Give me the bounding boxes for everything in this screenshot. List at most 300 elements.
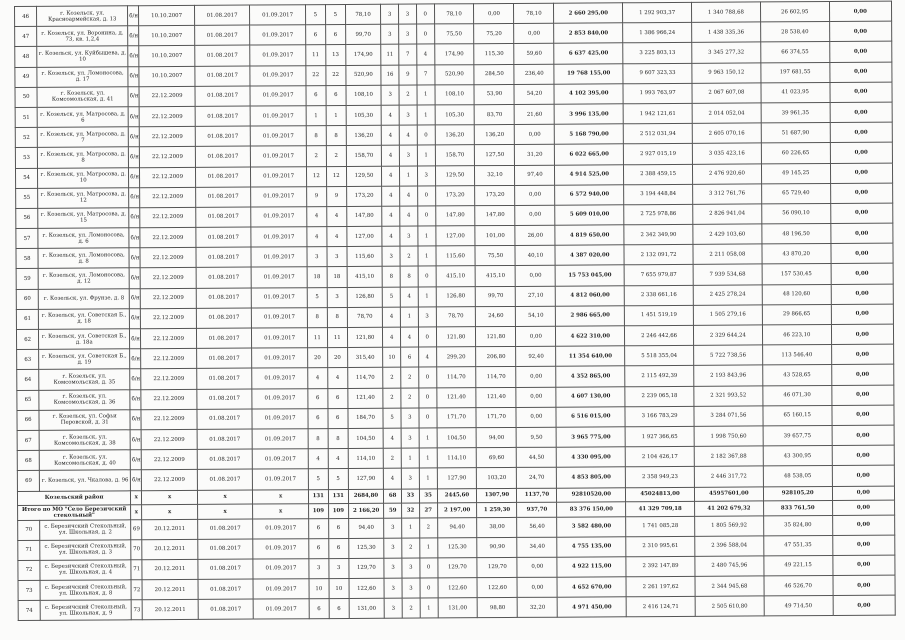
table-cell: 136,20 [475,125,515,145]
table-cell: 2 [401,388,419,408]
table-cell: 833 761,50 [763,501,832,516]
table-cell: 60 226,65 [761,143,830,164]
table-cell: 131 [328,489,348,504]
table-cell: 1 [399,166,417,186]
table-cell: 0,00 [829,42,892,63]
table-cell: 01.09.2017 [251,227,307,248]
table-cell: 114,70 [436,367,476,387]
table-cell: 40,10 [515,245,555,265]
table-cell: 20.12.2011 [142,600,198,621]
table-cell: 22.12.2009 [139,106,195,127]
table-cell: 01.09.2017 [250,65,306,86]
table-cell: 121,40 [476,387,516,407]
table-cell: 2 [306,146,326,166]
table-cell: 01.09.2017 [251,247,307,268]
table-cell: 129,70 [349,558,385,578]
table-cell: 66 374,55 [761,42,830,63]
table-cell: 122,60 [438,578,478,598]
table-cell: 78,10 [514,3,554,23]
table-cell: 1 [420,598,438,618]
table-cell: 01.08.2017 [195,146,251,167]
table-cell: г. Козельск, ул. Комсомольская, д. 40 [39,450,130,471]
table-cell: 6 [325,25,345,45]
table-cell: 4 [382,166,400,186]
table-cell: 01.08.2017 [197,469,253,490]
table-cell: 59 [16,269,38,289]
table-cell: 46 [15,6,37,26]
table-cell: 22.12.2009 [141,389,197,410]
table-cell: 0,00 [830,183,893,204]
table-cell: 2 [401,367,419,387]
table-cell: 1 [418,287,436,307]
table-cell: 113 546,40 [762,345,831,366]
table-cell: 129,50 [346,166,382,186]
table-cell: 2 310 995,61 [626,536,695,557]
table-cell: 49 714,50 [764,596,833,617]
table-cell: 01.09.2017 [250,45,306,66]
table-cell: 01.08.2017 [197,368,253,389]
table-cell: 184,70 [348,408,384,428]
table-cell: 2 358 949,23 [625,467,694,488]
table-cell: x [131,505,142,520]
table-cell: 45024813,00 [626,487,695,502]
table-cell: 01.08.2017 [196,247,252,268]
table-cell: 3 [402,558,420,578]
table-cell: 0 [418,327,436,347]
table-cell: 0 [420,578,438,598]
table-cell: 1 741 085,28 [626,516,695,537]
table-cell: 2 660 295,00 [554,3,623,24]
table-cell: 78,70 [436,306,476,326]
table-cell: 1 942 121,61 [623,103,692,124]
table-cell: 71 [18,540,40,560]
table-cell: 32,10 [475,165,515,185]
table-cell: 0,00 [830,122,893,143]
table-cell: 299,20 [436,347,476,367]
table-cell: 4 652 670,00 [557,577,626,598]
table-cell: 73 [131,600,142,620]
table-cell: 70 [18,520,40,540]
table-cell: 0,00 [515,124,555,144]
table-cell: 4 [383,307,401,327]
table-cell: 5 518 355,04 [625,346,694,367]
table-cell: 9 963 150,12 [692,63,761,84]
table-cell: 01.09.2017 [253,579,309,600]
table-cell: 10.10.2007 [139,26,195,47]
table-cell: б/н [128,127,139,147]
table-cell: 65 160,15 [763,405,832,426]
table-cell: 5 [328,469,348,489]
table-cell: 27,10 [516,286,556,306]
table-cell: 174,90 [434,44,474,64]
table-cell: г. Козельск, ул. Матросова, д. 7 [37,127,128,148]
table-cell: 16 [381,65,399,85]
table-cell: 6 [326,85,346,105]
table-cell: 01.08.2017 [197,409,253,430]
table-body [15,1,896,621]
table-cell: б/н [130,389,141,409]
table-cell: 0,00 [831,385,894,406]
table-cell: 3 [399,24,417,44]
table-cell: 12 [306,166,326,186]
table-cell: 72 [18,560,40,580]
table-cell: 4 [382,145,400,165]
table-cell: 129,70 [477,557,517,577]
table-cell: 2 329 644,24 [693,325,762,346]
table-cell: 157 530,45 [762,264,831,285]
table-cell: 47 551,35 [764,535,833,556]
table-cell: 0,00 [833,575,896,596]
table-cell: 0,00 [517,557,557,577]
table-cell: 52 [15,127,37,147]
table-cell: с. Березичский Стекольный, ул. Школьная, д. 2 [40,519,131,540]
table-cell: 26,00 [515,225,555,245]
table-cell: 2 321 993,52 [694,385,763,406]
table-cell: 01.09.2017 [252,328,308,349]
table-cell: 6 [328,388,348,408]
table-cell: 22.12.2009 [141,349,197,370]
table-cell: 4 853 805,00 [557,467,626,488]
table-cell: 4 [400,186,418,206]
table-cell: 55 [16,188,38,208]
table-cell: 78,10 [434,4,474,24]
table-cell: 38,00 [477,517,517,537]
table-cell: 2 725 978,86 [624,204,693,225]
table-cell: 4 [307,206,327,226]
table-row [18,595,895,621]
table-cell: 2 182 367,88 [694,446,763,467]
table-cell: 94,40 [348,518,384,538]
table-cell: 1 340 788,68 [691,2,760,23]
table-cell: 71 [131,560,142,580]
table-cell: x [142,504,198,519]
table-cell: 18 [307,267,327,287]
table-cell: 2 605 070,16 [692,123,761,144]
table-cell: 48 538,05 [763,466,832,487]
table-cell: 3 996 135,00 [554,104,623,125]
table-cell: б/н [128,66,139,86]
table-cell: 01.08.2017 [198,559,254,580]
table-cell: 6 [309,538,329,558]
table-cell: 69,60 [477,448,517,468]
table-cell: 121,40 [348,388,384,408]
table-cell: 4 387 020,00 [555,245,624,266]
table-cell: 11 [306,45,326,65]
table-cell: 3 [384,598,402,618]
table-cell: 01.08.2017 [195,187,251,208]
table-cell: 147,80 [475,205,515,225]
table-cell: 01.09.2017 [253,559,309,580]
table-cell: 01.09.2017 [251,207,307,228]
table-cell: б/н [129,167,140,187]
table-cell: 51 [15,107,37,127]
table-cell: 2 [399,85,417,105]
table-cell: 4 [416,44,434,64]
table-cell: 114,10 [437,448,477,468]
table-cell: 131,00 [349,598,385,618]
table-cell: 1 259,30 [477,502,517,517]
table-cell: г. Козельск, ул. Матросова, д. 8 [38,147,129,168]
table-cell: 3 284 071,56 [694,406,763,427]
table-cell: 68 [17,450,39,470]
table-cell: 5 609 010,00 [555,205,624,226]
table-cell: 1 [306,106,326,126]
table-cell: 136,20 [346,125,382,145]
table-cell: 0 [416,24,434,44]
table-cell: 2 416 124,71 [626,597,695,618]
table-cell: 2445,60 [437,488,477,503]
table-cell: 01.08.2017 [197,449,253,470]
table-cell: 1 [419,448,437,468]
table-cell: 6 [328,518,348,538]
table-cell: 104,50 [437,428,477,448]
table-cell: 0 [417,125,435,145]
table-cell: 22.12.2009 [139,86,195,107]
table-cell: 3 965 775,00 [556,427,625,448]
table-cell: 5 722 738,56 [694,345,763,366]
table-cell: 122,60 [349,578,385,598]
table-cell: 31,20 [515,145,555,165]
table-cell: с. Березичский Стекольный, ул. Школьная, д. 9 [40,600,131,621]
table-cell: 2 396 588,04 [695,536,764,557]
table-cell: 0,00 [830,82,893,103]
table-cell: 109 [328,503,348,518]
table-cell: 0,00 [831,344,894,365]
table-cell: 0,00 [830,142,893,163]
table-cell: 171,70 [436,407,476,427]
table-cell: 70 [131,539,142,559]
table-cell: б/н [130,409,141,429]
table-cell: 1 [417,85,435,105]
table-cell: 18 [327,267,347,287]
table-cell: 22.12.2009 [140,167,196,188]
table-cell: г. Козельск, ул. Ломоносова, д. 6 [38,228,129,249]
table-cell: 2 446 317,72 [694,466,763,487]
table-cell: 1 451 519,19 [625,305,694,326]
table-cell: 61 [16,309,38,329]
table-cell: 1 505 279,16 [693,305,762,326]
table-cell: 0,00 [832,445,895,466]
table-cell: 56,40 [517,517,557,537]
table-cell: 74 [18,601,40,621]
table-cell: 2 211 058,08 [693,244,762,265]
table-cell: 3 [381,24,399,44]
table-cell: 0 [419,408,437,428]
table-cell: 8 [306,126,326,146]
table-cell: 3 [399,105,417,125]
table-cell: 4 [399,125,417,145]
table-cell: 59 [384,503,402,518]
table-cell: 2 826 941,04 [693,204,762,225]
table-cell: 6 [308,518,328,538]
table-cell: 0 [420,558,438,578]
table-cell: 26 602,95 [760,2,829,23]
table-cell: 41 329 709,18 [626,501,695,516]
table-cell: 01.08.2017 [194,25,250,46]
table-cell: 54 [15,168,37,188]
table-cell: 8 [328,428,348,448]
table-cell: 2 067 607,08 [692,83,761,104]
table-cell: 22.12.2009 [141,369,197,390]
table-cell: 5 [305,5,325,25]
table-cell: 49 145,25 [761,163,830,184]
table-cell: 2 853 840,00 [554,23,623,44]
table-cell: г. Козельск, ул. Воронина, д. 73, кв. 1,2,4 [37,26,128,47]
table-cell: 0,00 [831,264,894,285]
table-cell: 115,60 [347,247,383,267]
table-cell: 197 681,55 [761,62,830,83]
table-cell: г. Козельск, ул. Куйбышева, д. 10 [37,46,128,67]
table-cell: 10 [383,347,401,367]
table-cell: 3 [381,85,399,105]
table-cell: 11 [381,45,399,65]
table-cell: 0 [417,186,435,206]
table-cell: 2 338 661,16 [624,285,693,306]
table-cell: 122,60 [477,577,517,597]
table-cell: 104,50 [348,428,384,448]
table-cell: 90,90 [477,537,517,557]
table-cell: 4 [308,368,328,388]
table-cell: 4 [418,347,436,367]
table-cell: 0 [416,4,434,24]
table-cell: 1 [420,538,438,558]
table-cell: 01.08.2017 [196,348,252,369]
table-cell: 72 [131,580,142,600]
table-cell: 4 971 450,00 [557,597,626,618]
table-cell: 3 [417,165,435,185]
table-cell: 127,90 [348,469,384,489]
table-cell: 1 438 335,36 [692,22,761,43]
table-cell: 22.12.2009 [141,328,197,349]
table-cell: 284,50 [474,64,514,84]
table-cell: 1 [400,307,418,327]
table-cell: 129,50 [435,165,475,185]
table-cell: 2 986 665,00 [556,306,625,327]
table-cell: 33 [401,489,419,504]
table-cell: 126,80 [347,287,383,307]
table-cell: 3 [329,558,349,578]
table-cell: б/н [129,268,140,288]
table-cell: г. Козельск, ул. Советская Б., д. 18 [39,309,130,330]
table-cell: 65 729,40 [761,183,830,204]
table-cell: 0 [419,387,437,407]
table-cell: г. Козельск, ул. Матросова, д. 6 [37,107,128,128]
table-cell: 47 [15,27,37,47]
table-cell: 01.09.2017 [252,368,308,389]
table-cell: 28 538,40 [760,22,829,43]
table-cell: 173,20 [435,185,475,205]
table-cell: б/н [128,86,139,106]
table-cell: 54,20 [514,84,554,104]
table-cell: 11 354 640,00 [556,346,625,367]
table-cell: 22.12.2009 [142,450,198,471]
table-cell: 6 637 425,00 [554,43,623,64]
table-cell: 1 [419,468,437,488]
table-cell: 315,40 [347,347,383,367]
table-cell: 01.09.2017 [251,126,307,147]
table-cell: 0,00 [830,163,893,184]
table-cell: 127,00 [347,226,383,246]
table-cell: 0,00 [516,407,556,427]
table-cell: б/н [130,450,141,470]
table-cell: 7 [417,64,435,84]
table-cell: 103,20 [477,468,517,488]
table-cell: 0,00 [832,405,895,426]
table-cell: 0,00 [831,365,894,386]
table-cell: 115,60 [435,246,475,266]
table-cell: 01.09.2017 [251,267,307,288]
table-cell: г. Козельск, ул. Комсомольская, д. 35 [39,369,130,390]
table-cell: 0,00 [515,185,555,205]
table-cell: 0,00 [517,577,557,597]
table-cell: 3 [382,246,400,266]
table-cell: 147,80 [346,206,382,226]
table-cell: 78,70 [347,307,383,327]
table-cell: с. Березичский Стекольный, ул. Школьная, д. 8 [40,580,131,601]
table-cell: б/н [129,228,140,248]
table-cell: 01.08.2017 [198,599,254,620]
table-cell: 4 [307,227,327,247]
table-cell: 3 [309,558,329,578]
table-cell: 4 607 130,00 [556,386,625,407]
table-cell: 1 386 966,24 [623,23,692,44]
table-cell: 34,40 [517,537,557,557]
table-cell: г. Козельск, ул. Советская Б., д. 19 [39,349,130,370]
table-cell: 2 927 015,19 [624,144,693,165]
table-cell: 4 [383,327,401,347]
table-cell: г. Козельск, ул. Комсомольская, д. 41 [37,87,128,108]
table-cell: 98,80 [478,598,518,618]
table-cell: 8 [326,126,346,146]
table-cell: г. Козельск, ул. Комсомольская, д. 36 [39,389,130,410]
table-cell: 01.08.2017 [195,66,251,87]
table-cell: г. Козельск, ул. Фрунзе, д. 8 [38,288,129,309]
table-cell: 56 [16,208,38,228]
table-cell: 6 [305,25,325,45]
table-cell: 2 166,20 [348,503,384,518]
table-cell: 48 120,60 [762,284,831,305]
table-cell: 0,00 [831,304,894,325]
table-cell: г. Козельск, ул. Матросова, д. 10 [38,167,129,188]
table-cell: 3 035 423,16 [692,143,761,164]
table-cell: 20 [327,348,347,368]
table-cell: 121,40 [436,387,476,407]
table-cell: 75,50 [434,24,474,44]
table-cell: 2 [402,598,420,618]
table-cell: 22 [306,65,326,85]
table-cell: 6 572 940,00 [555,184,624,205]
table-cell: 01.08.2017 [195,167,251,188]
table-cell: 01.09.2017 [251,186,307,207]
table-cell: x [142,490,198,505]
table-cell: 1 927 366,65 [625,426,694,447]
table-cell: 10.10.2007 [139,5,195,26]
table-cell: 8 [327,307,347,327]
table-cell: 44,50 [517,447,557,467]
table-cell: 01.09.2017 [253,469,309,490]
table-cell: 1 805 569,92 [695,515,764,536]
table-cell: Козельский район [17,490,130,505]
table-cell: 2 342 349,90 [624,224,693,245]
table-cell: 22.12.2009 [140,268,196,289]
table-cell: 3 582 480,00 [557,516,626,537]
table-cell: 9,50 [516,427,556,447]
table-cell: 0,00 [832,535,895,556]
table-cell: 3 [401,428,419,448]
table-cell: 2 193 843,96 [694,365,763,386]
table-cell: 127,00 [435,226,475,246]
table-cell: 01.09.2017 [252,388,308,409]
